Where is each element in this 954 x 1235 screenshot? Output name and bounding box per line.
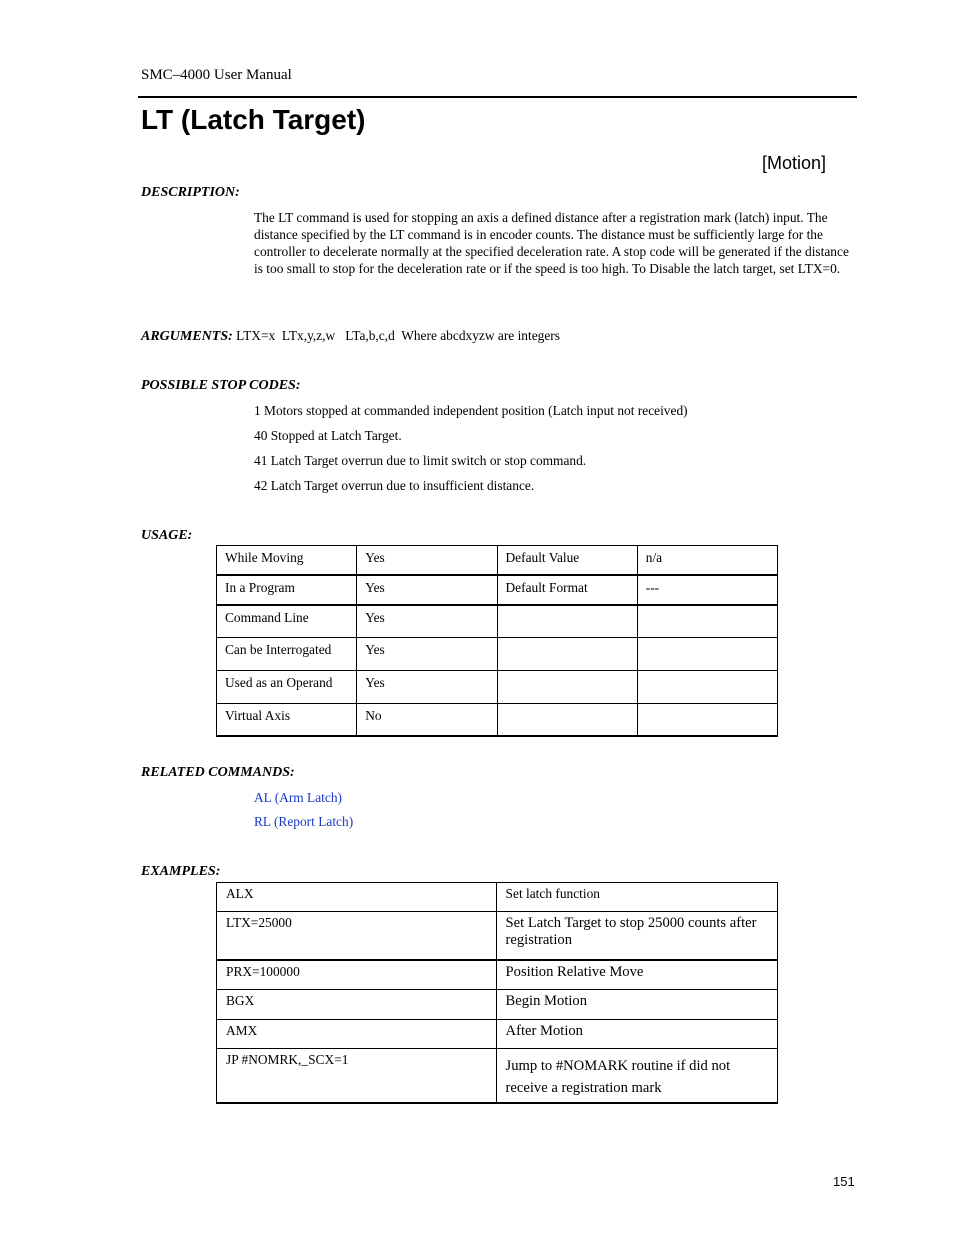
usage-table (216, 545, 778, 737)
description-text: The LT command is used for stopping an axis a defined distance after a registration mark (latch) input. The distance specified by the LT command is in encoder counts. The distance must be sufficiently large for the controller to decelerate normally at the specified deceleration rate. A stop code will be generated if the distance is too small to stop for the deceleration rate or if the speed is too high. To Disable the latch target, set LTX=0. (254, 210, 849, 276)
table-cell: Command Line (217, 605, 357, 637)
table-cell: Yes (357, 546, 497, 576)
example-command: ALX (217, 883, 497, 912)
example-description: After Motion (496, 1020, 777, 1049)
table-row (217, 670, 778, 703)
table-cell: --- (637, 575, 777, 605)
table-row (217, 605, 778, 637)
table-cell: In a Program (217, 575, 357, 605)
stop-code-item: 1 Motors stopped at commanded independent position (Latch input not received) (254, 403, 688, 418)
table-row (217, 637, 778, 670)
table-cell: Yes (357, 637, 497, 670)
table-cell (497, 670, 637, 703)
table-cell: Yes (357, 575, 497, 605)
table-cell (637, 637, 777, 670)
table-cell (637, 670, 777, 703)
link-rl-report-latch[interactable]: RL (Report Latch) (254, 814, 354, 829)
page-title: LT (Latch Target) (141, 104, 366, 135)
example-command: PRX=100000 (217, 960, 497, 990)
page-number: 151 (833, 1174, 855, 1189)
table-cell: Yes (357, 670, 497, 703)
table-cell (637, 605, 777, 637)
examples-label: EXAMPLES: (141, 864, 221, 879)
examples-table (216, 882, 778, 1104)
table-cell: Default Format (497, 575, 637, 605)
running-header: SMC–4000 User Manual (141, 67, 292, 83)
stop-codes-label: POSSIBLE STOP CODES: (141, 378, 301, 393)
header-rule (138, 96, 857, 98)
usage-label: USAGE: (141, 528, 193, 543)
example-command: JP #NOMRK,_SCX=1 (217, 1049, 497, 1104)
table-row (217, 1049, 778, 1104)
table-row (217, 960, 778, 990)
table-row (217, 883, 778, 912)
arguments-text: LTX=x LTx,y,z,w LTa,b,c,d Where abcdxyzw are integers (236, 328, 560, 343)
table-row (217, 575, 778, 605)
table-cell (497, 703, 637, 736)
table-cell: Yes (357, 605, 497, 637)
command-category: [Motion] (761, 153, 826, 173)
table-row (217, 703, 778, 736)
table-row (217, 990, 778, 1020)
example-command: AMX (217, 1020, 497, 1049)
table-cell: While Moving (217, 546, 357, 576)
example-description: Jump to #NOMARK routine if did not receive a registration mark (496, 1049, 777, 1104)
related-commands-label: RELATED COMMANDS: (141, 765, 295, 780)
arguments-line (141, 328, 560, 345)
table-cell: Virtual Axis (217, 703, 357, 736)
table-cell (497, 605, 637, 637)
table-row (217, 1020, 778, 1049)
table-row (217, 912, 778, 960)
table-cell: n/a (637, 546, 777, 576)
example-command: BGX (217, 990, 497, 1020)
example-command: LTX=25000 (217, 912, 497, 960)
example-description: Set Latch Target to stop 25000 counts after registration (496, 912, 777, 960)
table-cell: Can be Interrogated (217, 637, 357, 670)
arguments-label: ARGUMENTS: (141, 329, 233, 344)
table-cell: No (357, 703, 497, 736)
description-label: DESCRIPTION: (141, 185, 240, 200)
table-cell (497, 637, 637, 670)
stop-code-item: 41 Latch Target overrun due to limit switch or stop command. (254, 453, 587, 468)
example-description: Begin Motion (496, 990, 777, 1020)
stop-code-item: 40 Stopped at Latch Target. (254, 428, 402, 443)
example-description: Set latch function (496, 883, 777, 912)
stop-code-item: 42 Latch Target overrun due to insufficient distance. (254, 478, 535, 493)
example-description: Position Relative Move (496, 960, 777, 990)
table-cell: Default Value (497, 546, 637, 576)
table-row (217, 546, 778, 576)
table-cell: Used as an Operand (217, 670, 357, 703)
table-cell (637, 703, 777, 736)
link-al-arm-latch[interactable]: AL (Arm Latch) (254, 790, 342, 805)
